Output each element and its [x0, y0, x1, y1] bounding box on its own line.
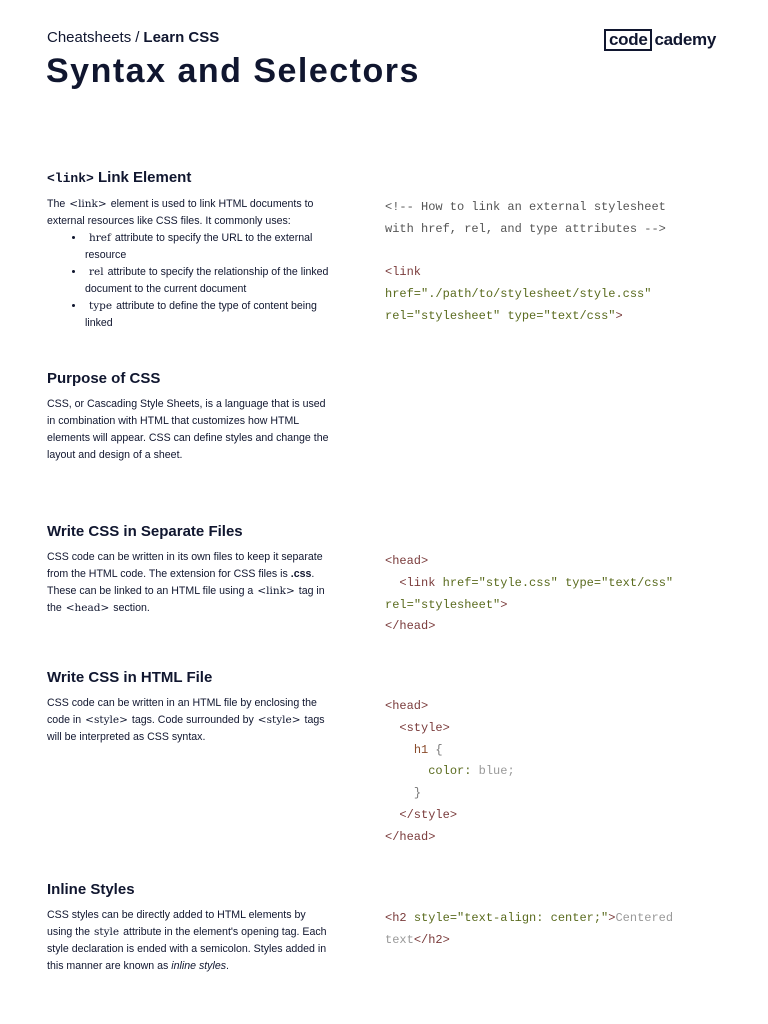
- inline-tag: rel: [89, 266, 104, 278]
- code-block-inline: [385, 908, 673, 952]
- inline-tag: style: [94, 926, 120, 938]
- list-item-text: attribute to specify the relationship of the linked document to the current document: [85, 266, 329, 295]
- desc-text: tags. Code surrounded by: [131, 714, 254, 726]
- breadcrumb-current[interactable]: Learn CSS: [143, 29, 220, 46]
- inline-tag: type: [89, 300, 113, 312]
- breadcrumb-root-link[interactable]: Cheatsheets: [47, 29, 132, 46]
- breadcrumb-separator: /: [135, 29, 140, 46]
- code-tag: <link: [385, 265, 422, 280]
- list-item-text: attribute to define the type of content being linked: [85, 300, 317, 329]
- code-string: "text-align: center;": [457, 911, 609, 925]
- desc-text: tag in the: [47, 585, 325, 614]
- code-string: "text/css": [601, 575, 674, 590]
- section-heading-inline: Inline Styles: [47, 881, 135, 898]
- section-heading-inhtml: Write CSS in HTML File: [47, 669, 213, 686]
- code-attr: type=: [565, 575, 602, 590]
- desc-text: CSS, or Cascading Style Sheets, is a language that is used in combination with HTML that customizes how HTML elements will appear. CSS can define styles and change the layout and design of a sheet.: [47, 398, 329, 461]
- code-tag: >: [615, 308, 623, 323]
- desc-text: CSS styles can be directly added to HTML elements by using the: [47, 909, 306, 938]
- code-tag: <link: [399, 575, 436, 590]
- section-heading-separate: Write CSS in Separate Files: [47, 523, 243, 540]
- code-string: "style.css": [478, 575, 558, 590]
- attribute-list: [47, 230, 332, 332]
- inline-tag: <link>: [69, 198, 107, 210]
- list-item: [85, 264, 332, 298]
- code-string: "stylesheet": [413, 308, 501, 323]
- desc-text: element is used to link HTML documents to external resources like CSS files. It commonly uses:: [47, 198, 314, 227]
- list-item: [85, 230, 332, 264]
- section-heading-purpose: Purpose of CSS: [47, 370, 161, 387]
- breadcrumb: [47, 29, 219, 46]
- heading-code-link: <link>: [47, 171, 94, 186]
- desc-text: tags will be interpreted as CSS syntax.: [47, 714, 325, 743]
- desc-text: The: [47, 198, 66, 210]
- section-desc-inhtml: [47, 695, 332, 746]
- code-text: text: [385, 932, 414, 947]
- section-desc-separate: [47, 549, 332, 617]
- inline-emphasis: inline styles: [171, 960, 227, 972]
- inline-tag: href: [89, 232, 111, 244]
- code-string: "stylesheet": [413, 597, 501, 612]
- codecademy-logo[interactable]: [604, 29, 716, 51]
- code-tag: </h2>: [413, 932, 450, 947]
- code-comment: with href, rel, and type attributes -->: [385, 221, 666, 236]
- code-string: "./path/to/stylesheet/style.css": [421, 287, 652, 302]
- code-tag: </head>: [385, 619, 436, 634]
- desc-text: .: [226, 960, 229, 972]
- page-title: Syntax and Selectors: [46, 52, 420, 90]
- section-desc-purpose: [47, 396, 332, 464]
- list-item: [85, 298, 332, 332]
- code-attr: rel=: [385, 308, 414, 323]
- code-tag: <head>: [385, 699, 429, 713]
- list-item-text: attribute to specify the URL to the external resource: [85, 232, 313, 261]
- code-property: color:: [428, 764, 472, 779]
- code-value: blue;: [478, 764, 515, 779]
- code-tag: >: [608, 911, 616, 925]
- inline-ext: .css: [290, 568, 312, 580]
- logo-cademy-text: cademy: [654, 30, 717, 49]
- code-selector: h1: [413, 742, 429, 757]
- code-string: "text/css": [543, 308, 616, 323]
- code-tag: >: [500, 597, 508, 612]
- inline-tag: <head>: [65, 602, 110, 614]
- code-punct: {: [435, 742, 443, 757]
- heading-text-link: Link Element: [97, 169, 192, 186]
- code-attr: style=: [413, 911, 458, 925]
- section-heading-link: [47, 169, 191, 186]
- code-comment: <!-- How to link an external stylesheet: [385, 200, 666, 214]
- code-attr: href=: [385, 287, 422, 302]
- section-desc-inline: [47, 907, 332, 975]
- code-attr: type=: [507, 308, 544, 323]
- code-punct: }: [413, 786, 422, 801]
- desc-text: attribute in the element's opening tag. Each style declaration is ended with a semicolon. Styles added in this manner are known as: [47, 926, 327, 972]
- inline-tag: <link>: [257, 585, 295, 597]
- logo-code-box: code: [604, 29, 652, 51]
- code-block-inhtml: [385, 696, 515, 849]
- desc-text: section.: [113, 602, 150, 614]
- code-block-separate: [385, 551, 673, 638]
- code-attr: href=: [442, 575, 479, 590]
- inline-tag: <style>: [257, 714, 301, 726]
- desc-text: CSS code can be written in its own files to keep it separate from the HTML code. The extension for CSS files is: [47, 551, 323, 580]
- code-tag: <h2: [385, 911, 407, 925]
- code-tag: </head>: [385, 829, 436, 844]
- inline-tag: <style>: [85, 714, 128, 726]
- code-text: Centered: [615, 911, 674, 925]
- desc-text: . These can be linked to an HTML file using a: [47, 568, 315, 597]
- code-attr: rel=: [385, 597, 414, 612]
- section-desc-link: [47, 196, 332, 332]
- desc-text: CSS code can be written in an HTML file by enclosing the code in: [47, 697, 317, 726]
- code-tag: <style>: [399, 720, 450, 735]
- code-block-link: [385, 197, 666, 328]
- code-tag: <head>: [385, 554, 429, 568]
- code-tag: </style>: [399, 807, 458, 822]
